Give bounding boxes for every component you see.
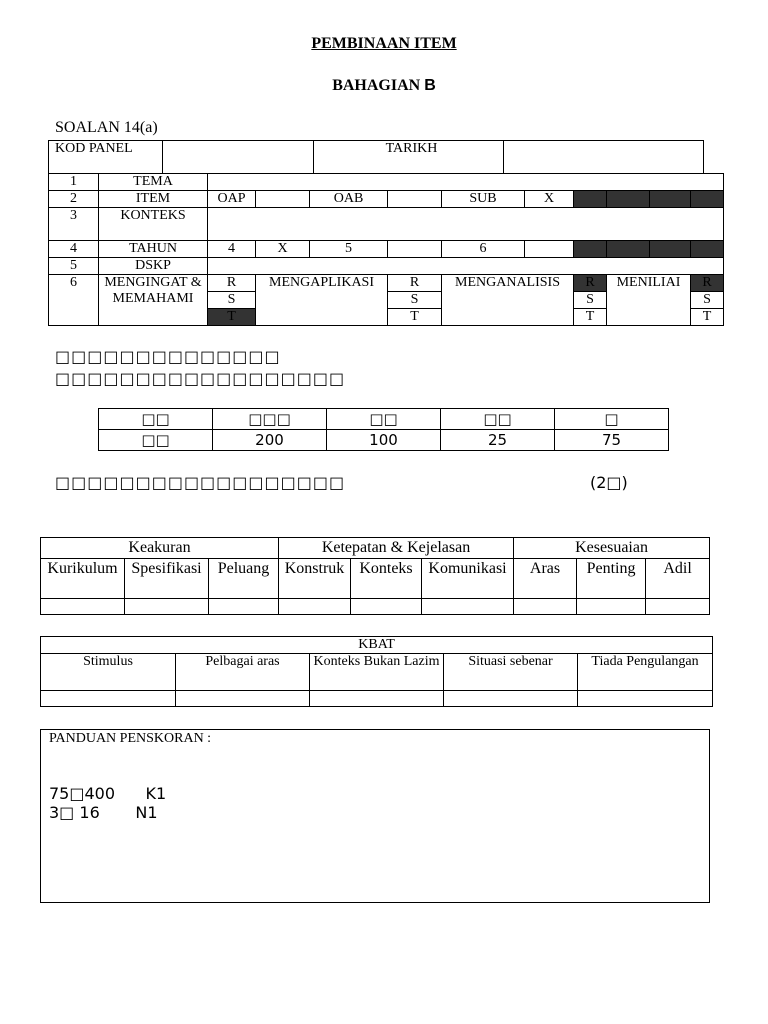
data-value: 200 xyxy=(213,430,327,451)
rst-t[interactable]: T xyxy=(208,309,256,326)
scoring-line: 75□400 K1 xyxy=(49,784,167,803)
criteria-checkbox[interactable] xyxy=(577,599,646,615)
section-prefix: BAHAGIAN xyxy=(332,77,425,94)
shaded-cell xyxy=(691,241,724,258)
criteria-column: Peluang xyxy=(209,559,279,599)
criteria-group: Kesesuaian xyxy=(514,538,710,559)
tahun-cell: 6 xyxy=(442,241,525,258)
rst-r[interactable]: R xyxy=(388,275,442,292)
row-number: 6 xyxy=(49,275,99,326)
criteria-checkbox[interactable] xyxy=(279,599,351,615)
rst-s[interactable]: S xyxy=(208,292,256,309)
level-label: MENGAPLIKASI xyxy=(256,275,388,326)
item-cell[interactable] xyxy=(388,191,442,208)
rst-t[interactable]: T xyxy=(691,309,724,326)
kod-panel-label: KOD PANEL xyxy=(49,141,163,174)
criteria-column: Komunikasi xyxy=(422,559,514,599)
criteria-table xyxy=(40,537,710,615)
kbat-checkbox[interactable] xyxy=(176,691,310,707)
rst-r[interactable]: R xyxy=(574,275,607,292)
kbat-table xyxy=(40,636,713,707)
shaded-cell xyxy=(607,191,650,208)
criteria-checkbox[interactable] xyxy=(422,599,514,615)
shaded-cell xyxy=(574,241,607,258)
data-header: □□ xyxy=(99,409,213,430)
question-number: SOALAN 14(a) xyxy=(55,119,158,136)
row-number: 2 xyxy=(49,191,99,208)
tahun-cell[interactable]: X xyxy=(256,241,310,258)
data-header: □□ xyxy=(327,409,441,430)
level-label: MENGANALISIS xyxy=(442,275,574,326)
kbat-checkbox[interactable] xyxy=(578,691,713,707)
criteria-column: Spesifikasi xyxy=(125,559,209,599)
konteks-value[interactable] xyxy=(208,208,724,241)
shaded-cell xyxy=(691,191,724,208)
criteria-column: Adil xyxy=(646,559,710,599)
data-header: □□ xyxy=(441,409,555,430)
criteria-column: Penting xyxy=(577,559,646,599)
scoring-guide-box xyxy=(40,729,710,903)
tema-value[interactable] xyxy=(208,174,724,191)
criteria-checkbox[interactable] xyxy=(351,599,422,615)
data-row-label: □□ xyxy=(99,430,213,451)
rst-s[interactable]: S xyxy=(574,292,607,309)
row-number: 3 xyxy=(49,208,99,241)
section-letter: B xyxy=(424,77,436,94)
criteria-checkbox[interactable] xyxy=(125,599,209,615)
row-label: KONTEKS xyxy=(99,208,208,241)
row-label: TAHUN xyxy=(99,241,208,258)
rst-t[interactable]: T xyxy=(388,309,442,326)
question-text-line: □□□□□□□□□□□□□□ xyxy=(55,347,281,366)
scoring-line: 3□ 16 N1 xyxy=(49,803,158,822)
rst-s[interactable]: S xyxy=(388,292,442,309)
kbat-column: Konteks Bukan Lazim xyxy=(310,654,444,691)
kbat-checkbox[interactable] xyxy=(444,691,578,707)
level-label: MENILIAI xyxy=(607,275,691,326)
shaded-cell xyxy=(650,191,691,208)
row-label: MENGINGAT & MEMAHAMI xyxy=(99,275,208,326)
row-label: TEMA xyxy=(99,174,208,191)
section-title xyxy=(0,77,768,95)
criteria-checkbox[interactable] xyxy=(209,599,279,615)
item-cell[interactable]: X xyxy=(525,191,574,208)
row-number: 4 xyxy=(49,241,99,258)
data-value: 75 xyxy=(555,430,669,451)
rst-s[interactable]: S xyxy=(691,292,724,309)
tarikh-label: TARIKH xyxy=(314,141,504,174)
tarikh-value[interactable] xyxy=(504,141,704,174)
kbat-column: Situasi sebenar xyxy=(444,654,578,691)
criteria-column: Konteks xyxy=(351,559,422,599)
data-header: □ xyxy=(555,409,669,430)
rst-r[interactable]: R xyxy=(208,275,256,292)
row-number: 5 xyxy=(49,258,99,275)
shaded-cell xyxy=(650,241,691,258)
criteria-column: Kurikulum xyxy=(41,559,125,599)
shaded-cell xyxy=(607,241,650,258)
rst-t[interactable]: T xyxy=(574,309,607,326)
kbat-title: KBAT xyxy=(41,637,713,654)
item-cell: SUB xyxy=(442,191,525,208)
data-value: 25 xyxy=(441,430,555,451)
kbat-column: Pelbagai aras xyxy=(176,654,310,691)
tahun-cell: 4 xyxy=(208,241,256,258)
kbat-checkbox[interactable] xyxy=(310,691,444,707)
item-cell: OAB xyxy=(310,191,388,208)
question-text-line: □□□□□□□□□□□□□□□□□□ xyxy=(55,369,346,388)
row-label: ITEM xyxy=(99,191,208,208)
criteria-checkbox[interactable] xyxy=(41,599,125,615)
criteria-checkbox[interactable] xyxy=(646,599,710,615)
page-title: PEMBINAAN ITEM xyxy=(311,35,457,52)
kod-panel-value[interactable] xyxy=(163,141,314,174)
item-classification-table xyxy=(48,173,724,326)
tahun-cell: 5 xyxy=(310,241,388,258)
kbat-column: Stimulus xyxy=(41,654,176,691)
row-number: 1 xyxy=(49,174,99,191)
data-header: □□□ xyxy=(213,409,327,430)
criteria-group: Ketepatan & Kejelasan xyxy=(279,538,514,559)
item-cell[interactable] xyxy=(256,191,310,208)
data-value: 100 xyxy=(327,430,441,451)
data-table xyxy=(98,408,669,451)
rst-r[interactable]: R xyxy=(691,275,724,292)
marks-label: (2□) xyxy=(590,473,628,492)
row-label: DSKP xyxy=(99,258,208,275)
tahun-cell[interactable] xyxy=(525,241,574,258)
criteria-column: Konstruk xyxy=(279,559,351,599)
kbat-column: Tiada Pengulangan xyxy=(578,654,713,691)
tahun-cell[interactable] xyxy=(388,241,442,258)
criteria-checkbox[interactable] xyxy=(514,599,577,615)
criteria-column: Aras xyxy=(514,559,577,599)
kbat-checkbox[interactable] xyxy=(41,691,176,707)
criteria-group: Keakuran xyxy=(41,538,279,559)
question-instruction: □□□□□□□□□□□□□□□□□□ xyxy=(55,473,346,492)
scoring-guide-title: PANDUAN PENSKORAN : xyxy=(49,731,212,746)
dskp-value[interactable] xyxy=(208,258,724,275)
shaded-cell xyxy=(574,191,607,208)
panel-table xyxy=(48,140,704,174)
item-cell: OAP xyxy=(208,191,256,208)
